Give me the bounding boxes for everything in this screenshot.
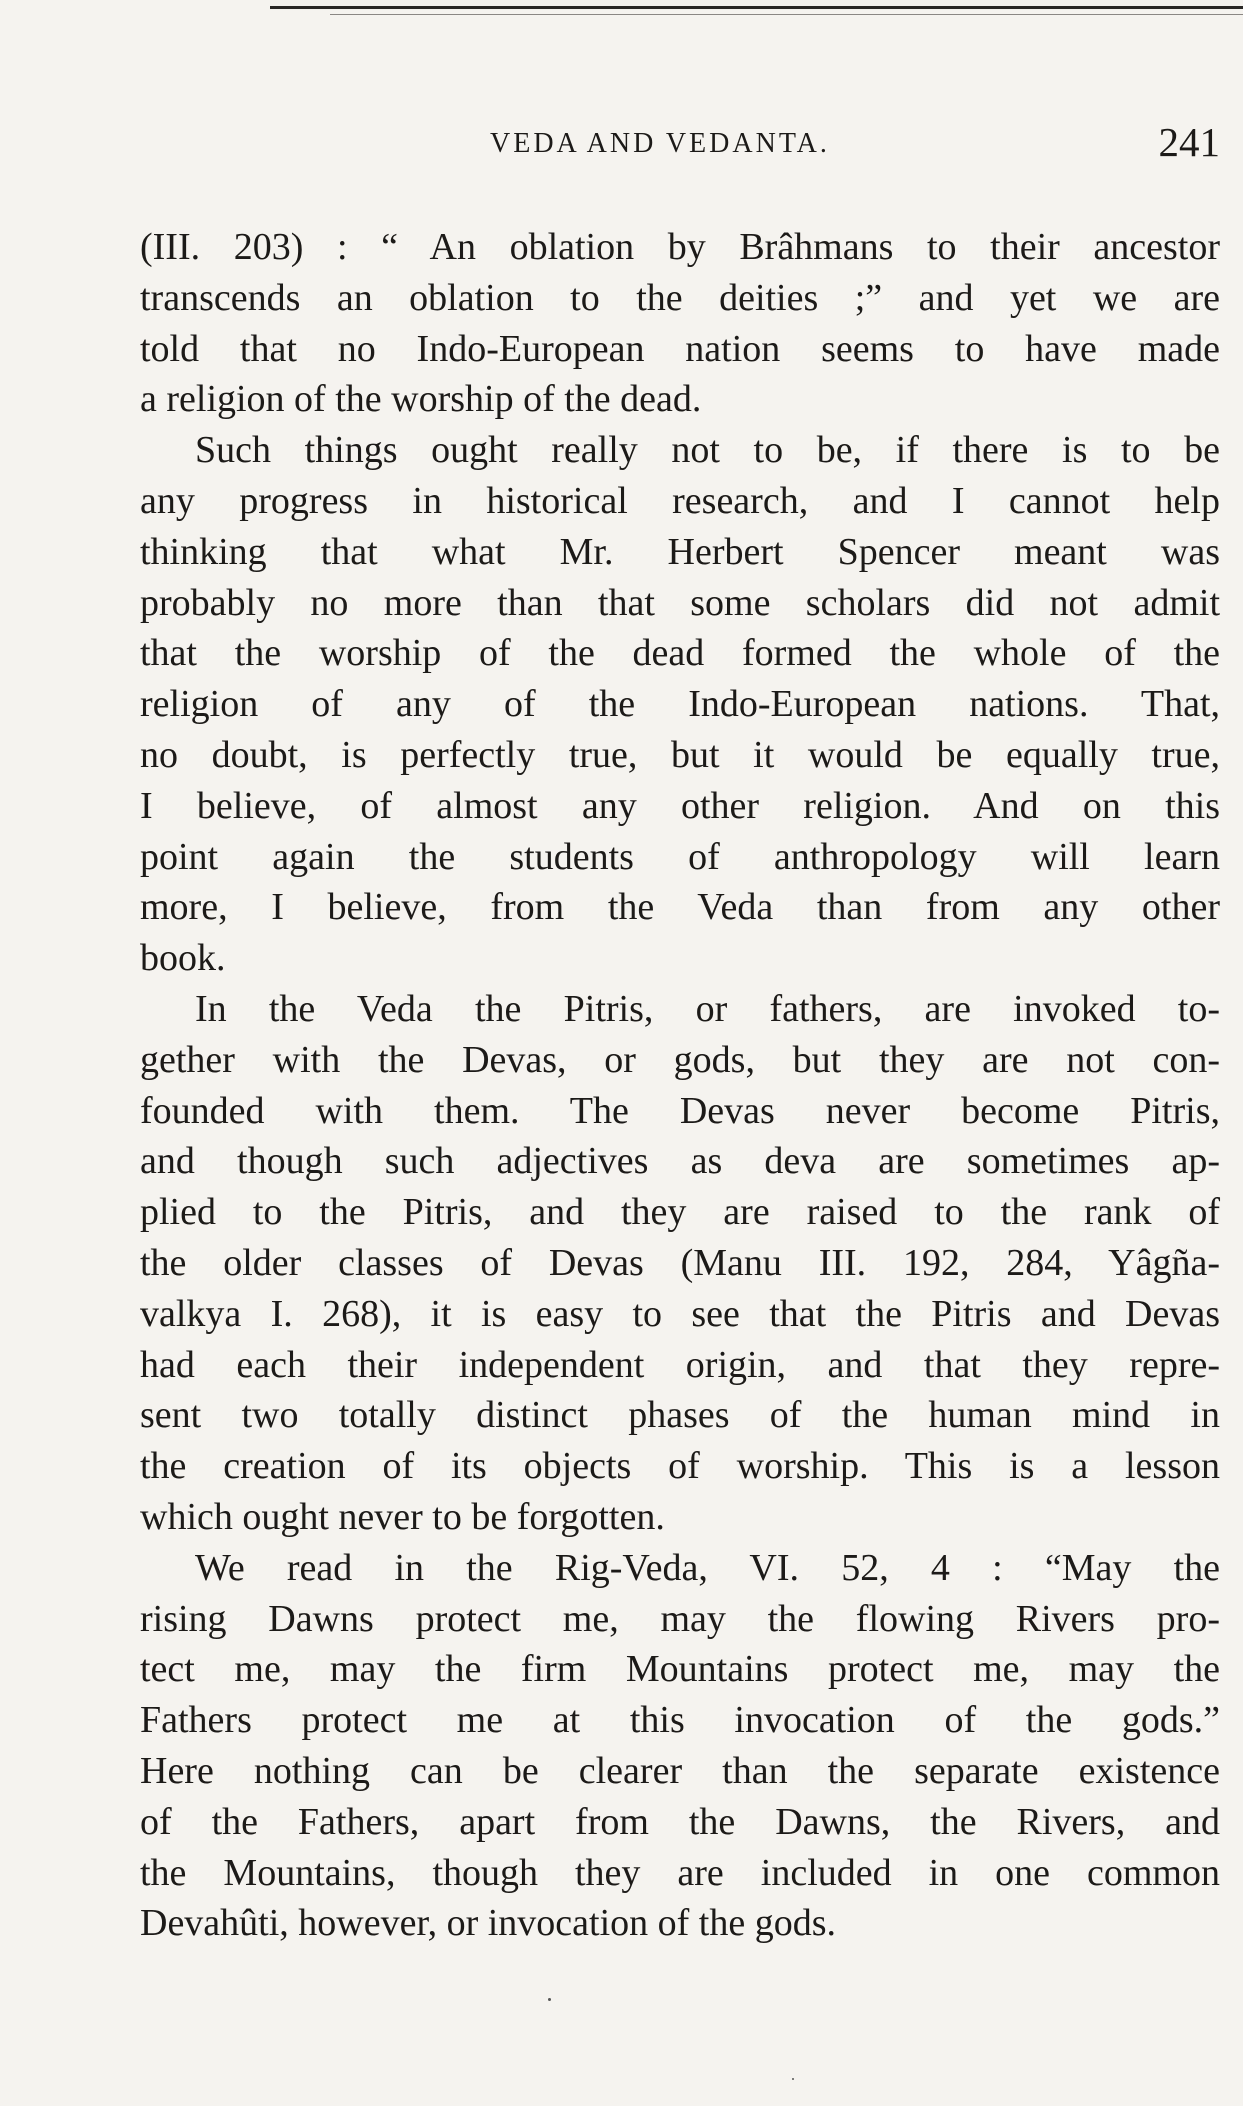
text-line: Fathers protect me at this invocation of the gods.”	[140, 1699, 1220, 1742]
top-rule-thin	[330, 14, 1243, 15]
text-line: a religion of the worship of the dead.	[140, 378, 702, 421]
text-line: founded with them. The Devas never become Pitris,	[140, 1089, 1220, 1132]
text-line: the creation of its objects of worship. This is a lesson	[140, 1445, 1220, 1488]
text-line: Such things ought really not to be, if there is to be	[195, 429, 1220, 472]
text-line: sent two totally distinct phases of the human mind in	[140, 1394, 1220, 1437]
text-line: (III. 203) : “ An oblation by Brâhmans to their ancestor	[140, 226, 1220, 268]
page-number: 241	[1158, 119, 1220, 165]
text-line: Devahûti, however, or invocation of the gods.	[140, 1902, 837, 1945]
text-line: point again the students of anthropology will learn	[140, 835, 1220, 878]
top-rule	[270, 6, 1243, 9]
text-line: probably no more than that some scholars did not admit	[140, 581, 1220, 624]
text-line: We read in the Rig-Veda, VI. 52, 4 : “May the	[195, 1546, 1220, 1589]
running-head	[140, 118, 1220, 168]
print-speck	[548, 1998, 551, 2001]
paragraph-3	[140, 984, 1220, 1543]
text-line: gether with the Devas, or gods, but they are not con-	[140, 1038, 1220, 1081]
text-line: the older classes of Devas (Manu III. 192, 284, Yâgña-	[140, 1241, 1220, 1284]
print-speck	[792, 2078, 794, 2080]
text-line: no doubt, is perfectly true, but it would be equally true,	[140, 733, 1220, 776]
text-line: tect me, may the firm Mountains protect me, may the	[140, 1648, 1220, 1691]
text-line: In the Veda the Pitris, or fathers, are invoked to-	[195, 987, 1220, 1030]
text-line: I believe, of almost any other religion. And on this	[140, 784, 1220, 827]
paragraph-4	[140, 1543, 1220, 1949]
text-line: had each their independent origin, and that they repre-	[140, 1343, 1220, 1386]
paragraph-1	[140, 222, 1220, 425]
text-line: religion of any of the Indo-European nations. That,	[140, 683, 1220, 726]
text-line: that the worship of the dead formed the whole of the	[140, 632, 1220, 675]
running-title: VEDA AND VEDANTA.	[490, 128, 830, 159]
text-line: the Mountains, though they are included in one common	[140, 1851, 1220, 1894]
text-line: Here nothing can be clearer than the separate existence	[140, 1749, 1220, 1792]
text-line: valkya I. 268), it is easy to see that the Pitris and Devas	[140, 1292, 1220, 1335]
text-line: which ought never to be forgotten.	[140, 1495, 665, 1538]
text-line: rising Dawns protect me, may the flowing Rivers pro-	[140, 1597, 1220, 1640]
text-line: more, I believe, from the Veda than from any other	[140, 886, 1220, 929]
text-line: told that no Indo-European nation seems to have made	[140, 327, 1220, 370]
text-line: plied to the Pitris, and they are raised to the rank of	[140, 1191, 1220, 1234]
paragraph-2	[140, 425, 1220, 984]
text-line: book.	[140, 937, 226, 980]
text-line: transcends an oblation to the deities ;” and yet we are	[140, 276, 1220, 319]
text-line: thinking that what Mr. Herbert Spencer meant was	[140, 530, 1220, 573]
text-line: of the Fathers, apart from the Dawns, the Rivers, and	[140, 1800, 1220, 1843]
text-line: and though such adjectives as deva are sometimes ap-	[140, 1140, 1220, 1183]
page-body	[140, 222, 1220, 1949]
text-line: any progress in historical research, and I cannot help	[140, 479, 1220, 522]
